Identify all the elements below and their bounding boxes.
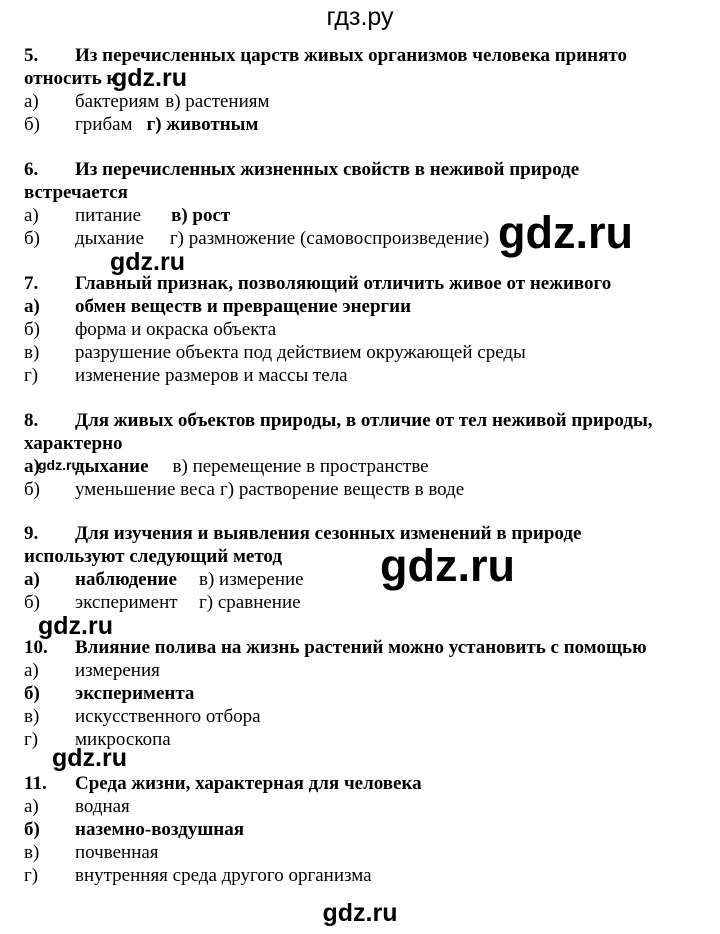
answer-option: г) размножение (самовоспроизведение) (169, 228, 490, 249)
correct-answer: наблюдение (75, 569, 177, 590)
answer-option: форма и окраска объекта (75, 319, 277, 340)
answer-label: г) (24, 865, 39, 886)
answer-label: б) (24, 683, 40, 704)
answer-label: б) (24, 819, 40, 840)
answer-option: в) перемещение в пространстве (172, 456, 429, 477)
answer-option: бактериям (75, 91, 160, 112)
correct-answer: г) животным (146, 114, 259, 135)
question-text: Среда жизни, характерная для человека (75, 773, 422, 794)
answer-option: искусственного отбора (75, 706, 261, 727)
answer-label: а) (24, 796, 39, 817)
watermark: gdz.ru (380, 540, 515, 591)
answer-row (24, 705, 686, 728)
watermark: gdz.ru (110, 248, 185, 276)
answer-label: а) (24, 91, 39, 112)
answer-option: измерения (75, 660, 160, 681)
answer-option: грибам (75, 114, 133, 135)
answer-label: а) (24, 456, 40, 477)
question-text: Влияние полива на жизнь растений можно установить с помощью (75, 637, 647, 658)
answer-label: а) (24, 296, 40, 317)
watermark: gdz.ru (38, 612, 113, 640)
answer-option: почвенная (75, 842, 159, 863)
answer-label: а) (24, 569, 40, 590)
answer-label: б) (24, 319, 40, 340)
correct-answer: наземно-воздушная (75, 819, 245, 840)
answer-row (24, 568, 686, 591)
answer-label: б) (24, 479, 40, 500)
answer-option: в) растениям (165, 91, 270, 112)
question-text-continued: используют следующий метод (24, 546, 282, 567)
answer-option: внутренняя среда другого организма (75, 865, 372, 886)
question-number: 5. (24, 45, 39, 66)
answer-option: уменьшение веса (75, 479, 215, 500)
answer-row (24, 295, 686, 318)
answer-label: а) (24, 205, 39, 226)
answer-row (24, 795, 686, 818)
question-text-continued: относить к (24, 68, 118, 89)
answer-row (24, 113, 686, 136)
answer-label: г) (24, 729, 39, 750)
answer-row (24, 659, 686, 682)
question-text-continued: встречается (24, 182, 128, 203)
question-number: 8. (24, 410, 39, 431)
question-number: 10. (24, 637, 48, 658)
answer-row (24, 455, 686, 478)
answer-option: г) растворение веществ в воде (220, 479, 465, 500)
answer-row (24, 818, 686, 841)
question-10 (24, 636, 686, 751)
answer-row (24, 841, 686, 864)
answer-option: г) сравнение (199, 592, 301, 613)
answer-row (24, 591, 686, 614)
correct-answer: в) рост (171, 205, 231, 226)
page-header: гдз.ру (326, 3, 394, 31)
question-text-continued: характерно (24, 433, 123, 454)
answer-label: а) (24, 660, 39, 681)
question-number: 6. (24, 159, 39, 180)
answer-option: разрушение объекта под действием окружающей среды (75, 342, 526, 363)
answer-label: в) (24, 706, 40, 727)
answer-option: питание (75, 205, 142, 226)
answer-label: в) (24, 842, 40, 863)
answer-row (24, 341, 686, 364)
question-8 (24, 409, 686, 501)
watermark: gdz.ru (52, 744, 127, 772)
answer-row (24, 90, 686, 113)
question-text: Главный признак, позволяющий отличить живое от неживого (75, 273, 612, 294)
answer-row (24, 478, 686, 501)
answer-row (24, 364, 686, 387)
answer-label: б) (24, 228, 40, 249)
question-number: 9. (24, 523, 39, 544)
question-7 (24, 272, 686, 387)
answer-option: изменение размеров и массы тела (75, 365, 348, 386)
correct-answer: дыхание (75, 456, 149, 477)
question-9 (24, 522, 686, 614)
answer-row (24, 682, 686, 705)
question-number: 7. (24, 273, 39, 294)
question-11 (24, 772, 686, 887)
answer-option: микроскопа (75, 729, 171, 750)
watermark: gdz.ru (112, 64, 187, 92)
page-footer: gdz.ru (322, 899, 398, 927)
question-text: Для живых объектов природы, в отличие от тел неживой природы, (75, 410, 653, 431)
answer-option: эксперимент (75, 592, 178, 613)
answer-label: г) (24, 365, 39, 386)
correct-answer: эксперимента (75, 683, 195, 704)
answer-label: б) (24, 592, 40, 613)
correct-answer: обмен веществ и превращение энергии (75, 296, 412, 317)
answer-option: в) измерение (199, 569, 304, 590)
answer-option: водная (75, 796, 130, 817)
question-number: 11. (24, 773, 47, 794)
answer-row (24, 864, 686, 887)
answer-row (24, 318, 686, 341)
answer-option: дыхание (75, 228, 144, 249)
watermark: gdz.ru (38, 457, 80, 473)
question-text: Для изучения и выявления сезонных изменений в природе (75, 523, 582, 544)
question-text: Из перечисленных царств живых организмов человека принято (75, 45, 627, 66)
question-text: Из перечисленных жизненных свойств в неживой природе (75, 159, 580, 180)
answer-label: в) (24, 342, 40, 363)
answer-label: б) (24, 114, 40, 135)
watermark: gdz.ru (498, 207, 633, 258)
